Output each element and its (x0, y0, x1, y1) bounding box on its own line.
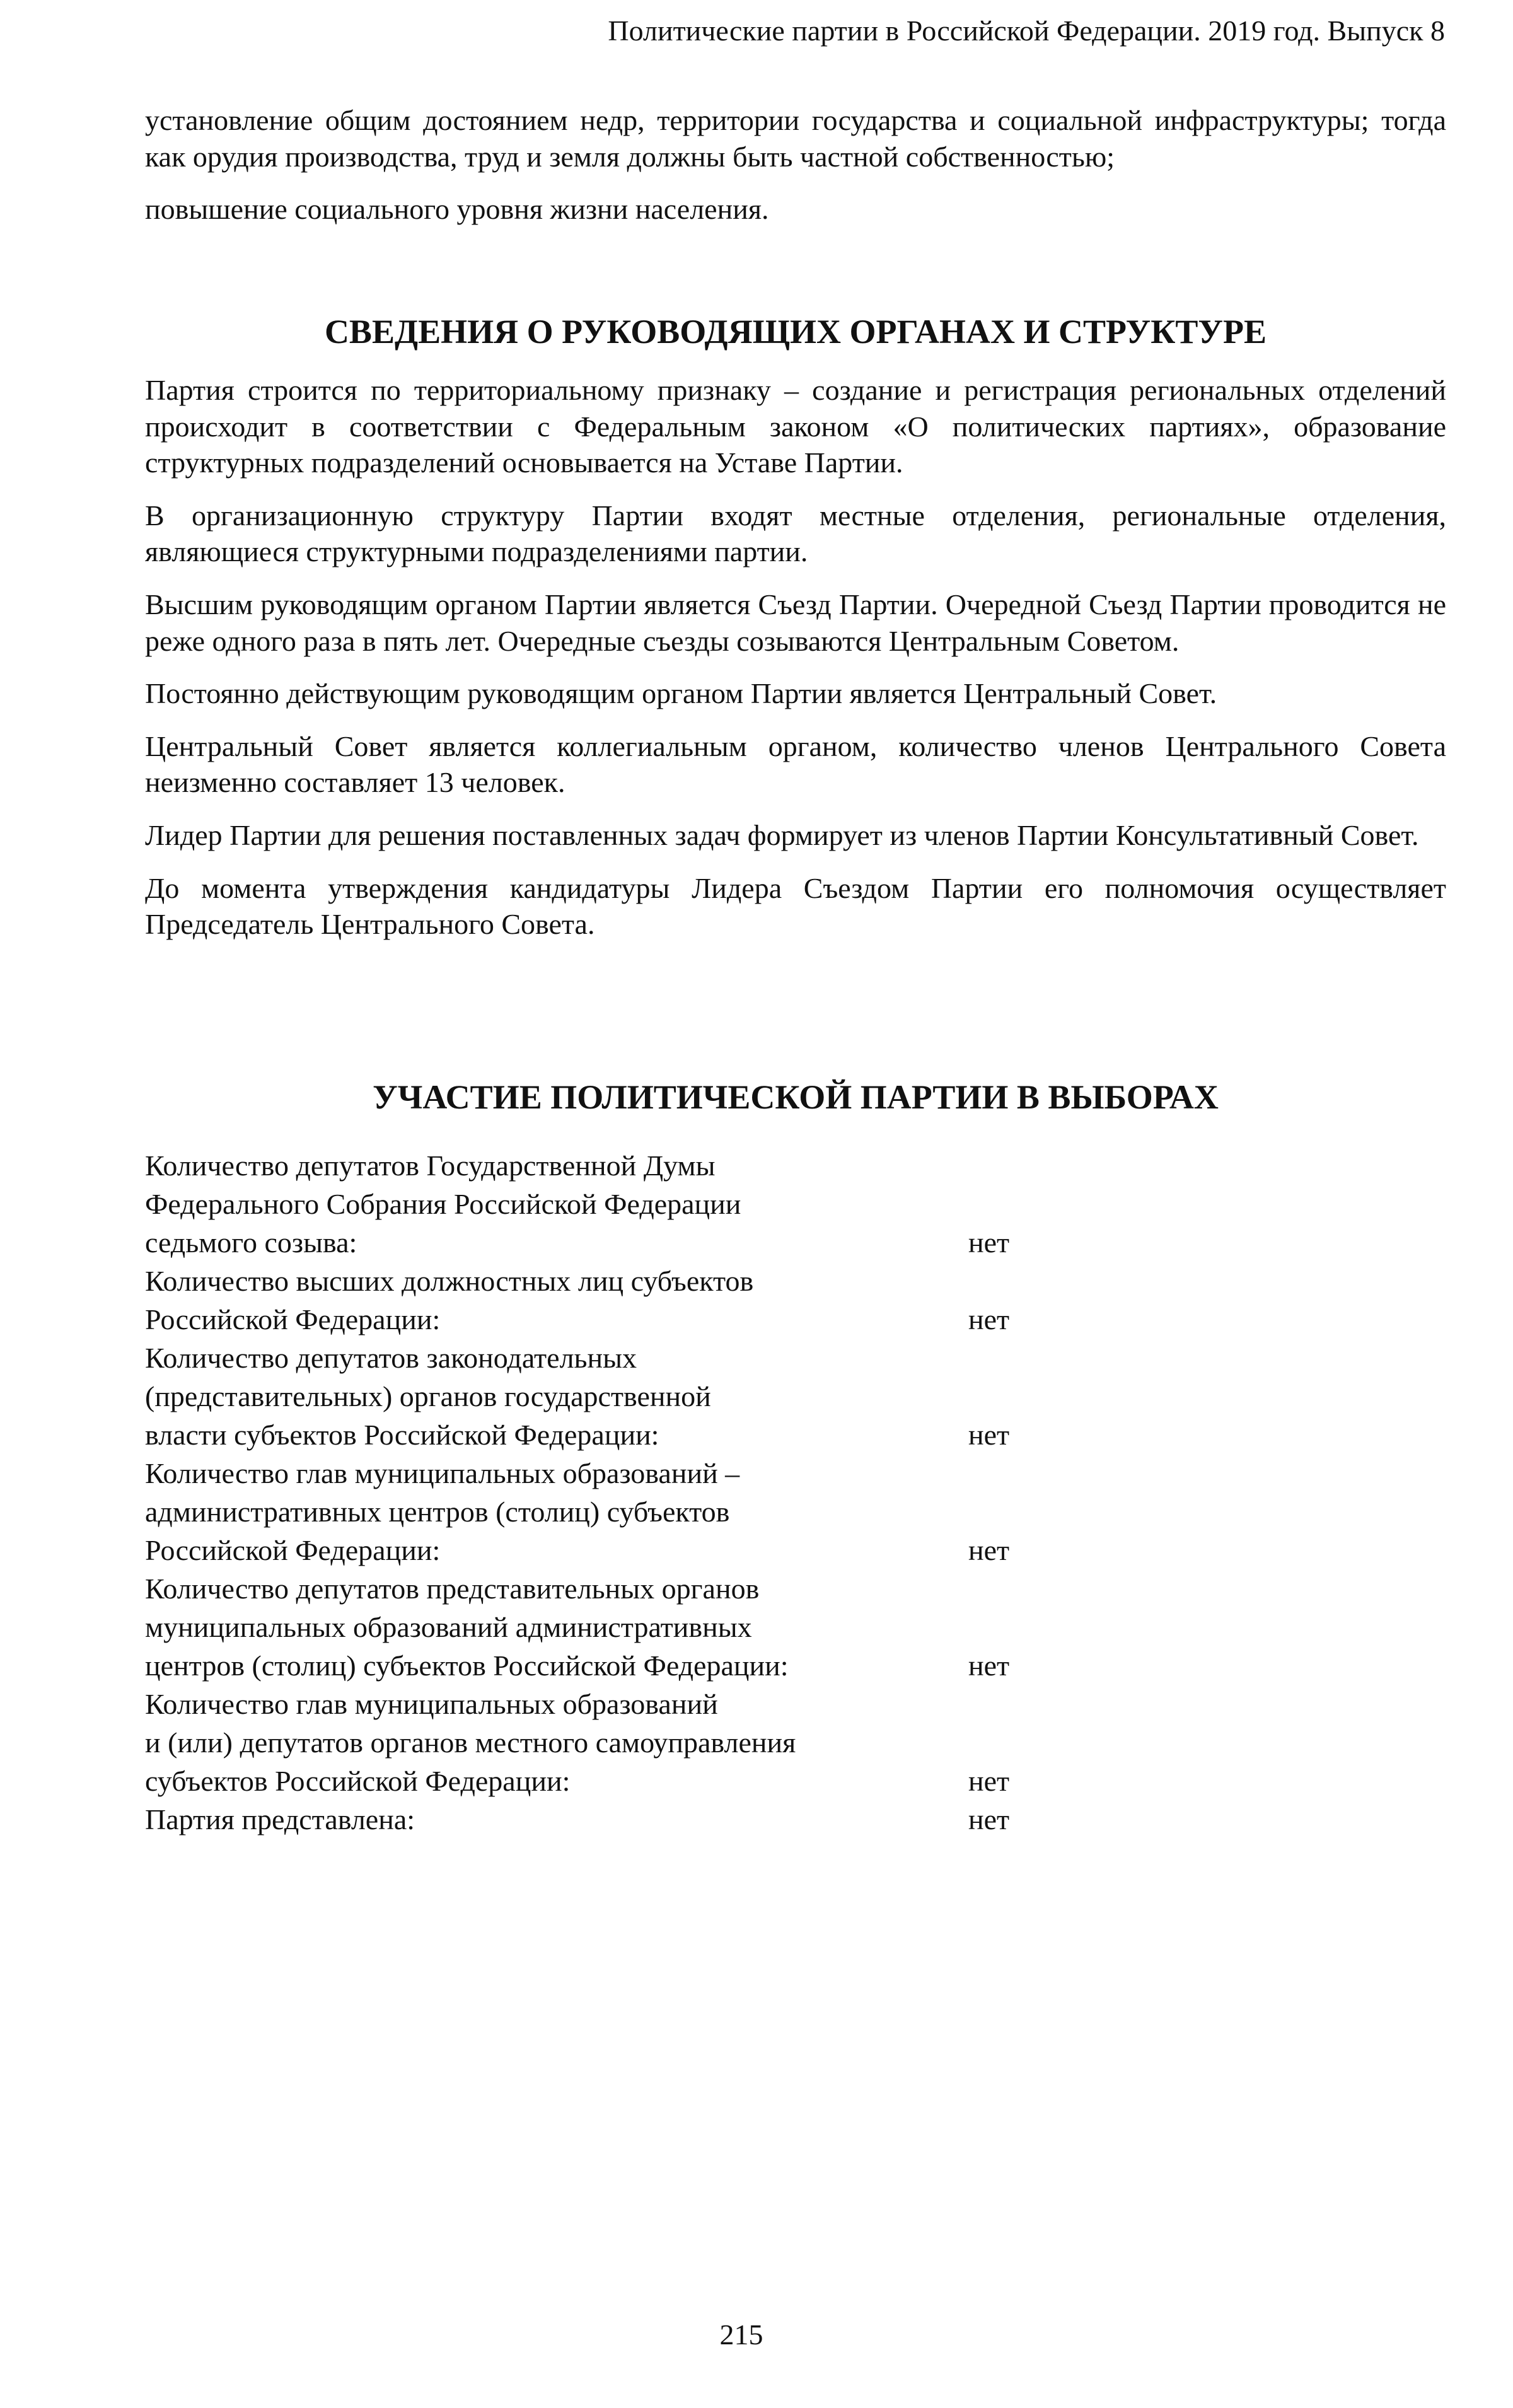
section-heading-structure: СВЕДЕНИЯ О РУКОВОДЯЩИХ ОРГАНАХ И СТРУКТУРЕ (324, 313, 1267, 351)
table-row (145, 1146, 1009, 1262)
row-value: нет (968, 1765, 1010, 1797)
paragraph: установление общим достоянием недр, территории государства и социальной инфраструктуры; тогда как орудия производства, труд и земля должны быть частной собственностью; (145, 104, 1446, 173)
paragraph: Высшим руководящим органом Партии является Съезд Партии. Очередной Съезд Партии проводится не реже одного раза в пять лет. Очередные съезды созываются Центральным Советом. (145, 588, 1446, 657)
paragraph: повышение социального уровня жизни населения. (145, 193, 769, 226)
row-value: нет (968, 1803, 1010, 1835)
paragraph: Партия строится по территориальному признаку – создание и регистрация региональных отделений происходит в соответствии с Федеральным законом «О политических партиях», образование структурных подразделений основывается на Уставе Партии. (145, 374, 1446, 479)
table-row (145, 1262, 1009, 1339)
row-value: нет (968, 1534, 1010, 1566)
paragraph: До момента утверждения кандидатуры Лидера Съездом Партии его полномочия осуществляет Председатель Центрального Совета. (145, 871, 1446, 941)
row-label: Количество глав муниципальных образований – административных центров (столиц) субъектов Российской Федерации: (145, 1457, 740, 1566)
paragraph: В организационную структуру Партии входят местные отделения, региональные отделения, являющиеся структурными подразделениями партии. (145, 499, 1446, 568)
table-row (145, 1339, 1009, 1454)
section-heading-elections: УЧАСТИЕ ПОЛИТИЧЕСКОЙ ПАРТИИ В ВЫБОРАХ (373, 1078, 1219, 1116)
running-header: Политические партии в Российской Федерации. 2019 год. Выпуск 8 (608, 15, 1445, 47)
row-label: Партия представлена: (145, 1803, 415, 1835)
row-value: нет (968, 1419, 1010, 1451)
page-number: 215 (719, 2318, 763, 2351)
table-row (145, 1685, 1009, 1800)
table-row (145, 1569, 1009, 1685)
row-label: Количество глав муниципальных образований и (или) депутатов органов местного самоуправления субъектов Российской Федерации: (145, 1688, 796, 1797)
table-row (145, 1800, 1009, 1839)
paragraph: Центральный Совет является коллегиальным органом, количество членов Центрального Совета неизменно составляет 13 человек. (145, 730, 1446, 799)
row-label: Количество высших должностных лиц субъектов Российской Федерации: (145, 1265, 754, 1335)
elections-table (145, 1146, 1009, 1839)
row-label: Количество депутатов законодательных (представительных) органов государственной власти субъектов Российской Федерации: (145, 1342, 711, 1451)
row-value: нет (968, 1303, 1010, 1335)
structure-section (145, 372, 1446, 959)
paragraph: Лидер Партии для решения поставленных задач формирует из членов Партии Консультативный Совет. (145, 818, 1419, 851)
row-label: Количество депутатов представительных органов муниципальных образований административных центров (столиц) субъектов Российской Федерации: (145, 1573, 789, 1682)
intro-list (145, 102, 1446, 244)
row-value: нет (968, 1649, 1010, 1682)
row-value: нет (968, 1226, 1010, 1259)
row-label: Количество депутатов Государственной Думы Федерального Собрания Российской Федерации седьмого созыва: (145, 1149, 741, 1259)
table-row (145, 1454, 1009, 1569)
paragraph: Постоянно действующим руководящим органом Партии является Центральный Совет. (145, 677, 1217, 710)
